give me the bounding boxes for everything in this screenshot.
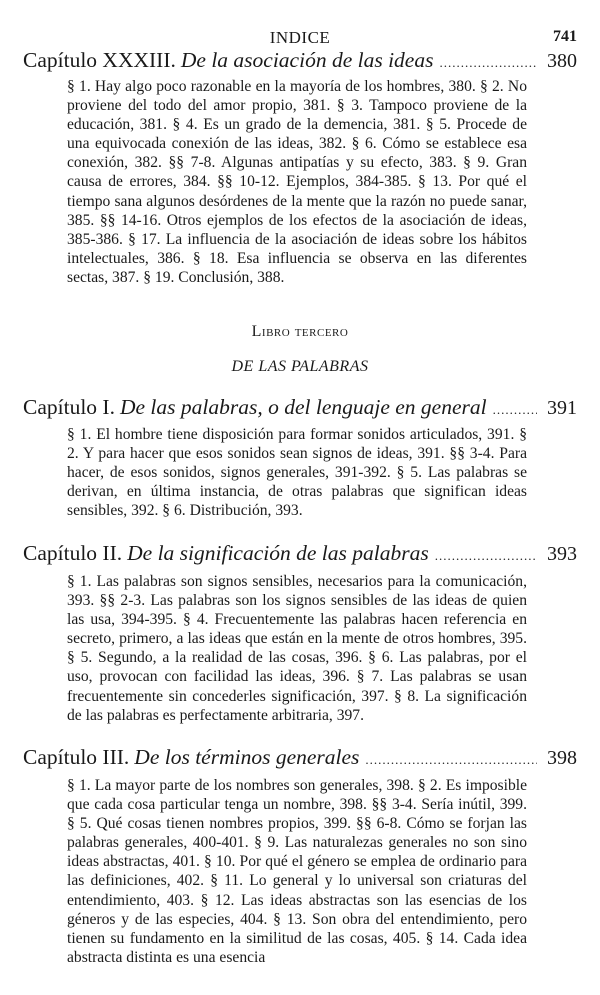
running-head-title: INDICE (269, 28, 331, 47)
chapter-title: De los términos generales (134, 745, 360, 769)
chapter-title: De la significación de las palabras (127, 541, 429, 565)
chapter-heading (23, 395, 577, 421)
chapter-heading (23, 48, 577, 74)
dot-leader (365, 752, 537, 768)
chapter-page-number: 393 (547, 543, 577, 565)
book-label: Libro tercero (251, 323, 349, 340)
chapter-heading (23, 745, 577, 771)
chapter-summary: § 1. Hay algo poco razonable en la mayoría de los hombres, 380. § 2. No proviene del todo del amor propio, 381. § 3. Tampoco proviene de la educación, 381. § 4. Es un grado de la demencia, 381. § 5. Procede de una equivocada conexión de las ideas, 382. § 6. Cómo se establece esa conexión, 382. §§ 7-8. Algunas antipatías y su efecto, 383. § 9. Gran causa de errores, 384. §§ 10-12. Ejemplos, 384-385. § 13. Por qué el tiempo sana algunos desórdenes de la mente que la razón no puede sanar, 385. §§ 14-16. Otros ejemplos de los efectos de la asociación de ideas, 385-386. § 17. La influencia de la asociación de ideas sobre los hábitos intelectuales, 386. § 18. Esa influencia se observa en las diferentes sectas, 387. § 19. Conclusión, 388. (67, 78, 527, 286)
chapter-page-number: 380 (547, 50, 577, 72)
page-number: 741 (553, 28, 577, 45)
dot-leader (439, 55, 537, 71)
chapter-heading (23, 541, 577, 567)
chapter-title: De las palabras, o del lenguaje en general (119, 395, 487, 419)
running-head (0, 28, 600, 50)
chapter-label: Capítulo II. (23, 541, 123, 565)
chapter-page-number: 391 (547, 397, 577, 419)
chapter-summary: § 1. Las palabras son signos sensibles, necesarios para la comunicación, 393. §§ 2-3. Las palabras son los signos sensibles de las ideas de quien las usa, 394-395. § 4. Frecuentemente las palabras hacen referencia en secreto, primero, a las ideas que están en la mente de otros hombres, 395. § 5. Segundo, a la realidad de las cosas, 396. § 6. Las palabras, por el uso, provocan con facilidad las ideas, 396. § 7. Las palabras se usan frecuentemente sin concederles significación, 397. § 8. La significación de las palabras es perfectamente arbitraria, 397. (67, 573, 527, 724)
chapter-label: Capítulo I. (23, 395, 115, 419)
dot-leader (435, 548, 537, 564)
chapter-label: Capítulo III. (23, 745, 130, 769)
chapter-page-number: 398 (547, 747, 577, 769)
chapter-summary: § 1. La mayor parte de los nombres son generales, 398. § 2. Es imposible que cada cosa particular tenga un nombre, 398. §§ 3-4. Sería inútil, 399. § 5. Qué cosas tienen nombres propios, 399. §§ 6-8. Cómo se forjan las palabras generales, 400-401. § 9. Las naturalezas generales no son sino ideas abstractas, 401. § 10. Por qué el género se emplea de ordinario para las definiciones, 402. § 11. Lo general y lo universal son criaturas del entendimiento, 403. § 12. Las ideas abstractas son las esencias de los géneros y de las especies, 404. § 13. Son obra del entendimiento, pero tienen su fundamento en la similitud de las cosas, 405. § 14. Cada idea abstracta distinta es una esencia (67, 777, 527, 966)
book-subtitle: DE LAS PALABRAS (231, 358, 369, 375)
chapter-summary: § 1. El hombre tiene disposición para formar sonidos articulados, 391. § 2. Y para hacer que esos sonidos sean signos de ideas, 391. §§ 3-4. Para hacer, de esos sonidos, signos generales, 391-392. § 5. Las palabras se derivan, en última instancia, de otras palabras que significan ideas sensibles, 392. § 6. Distribución, 393. (67, 426, 527, 520)
chapter-label: Capítulo XXXIII. (23, 48, 176, 72)
chapter-title: De la asociación de las ideas (180, 48, 434, 72)
dot-leader (493, 402, 537, 418)
